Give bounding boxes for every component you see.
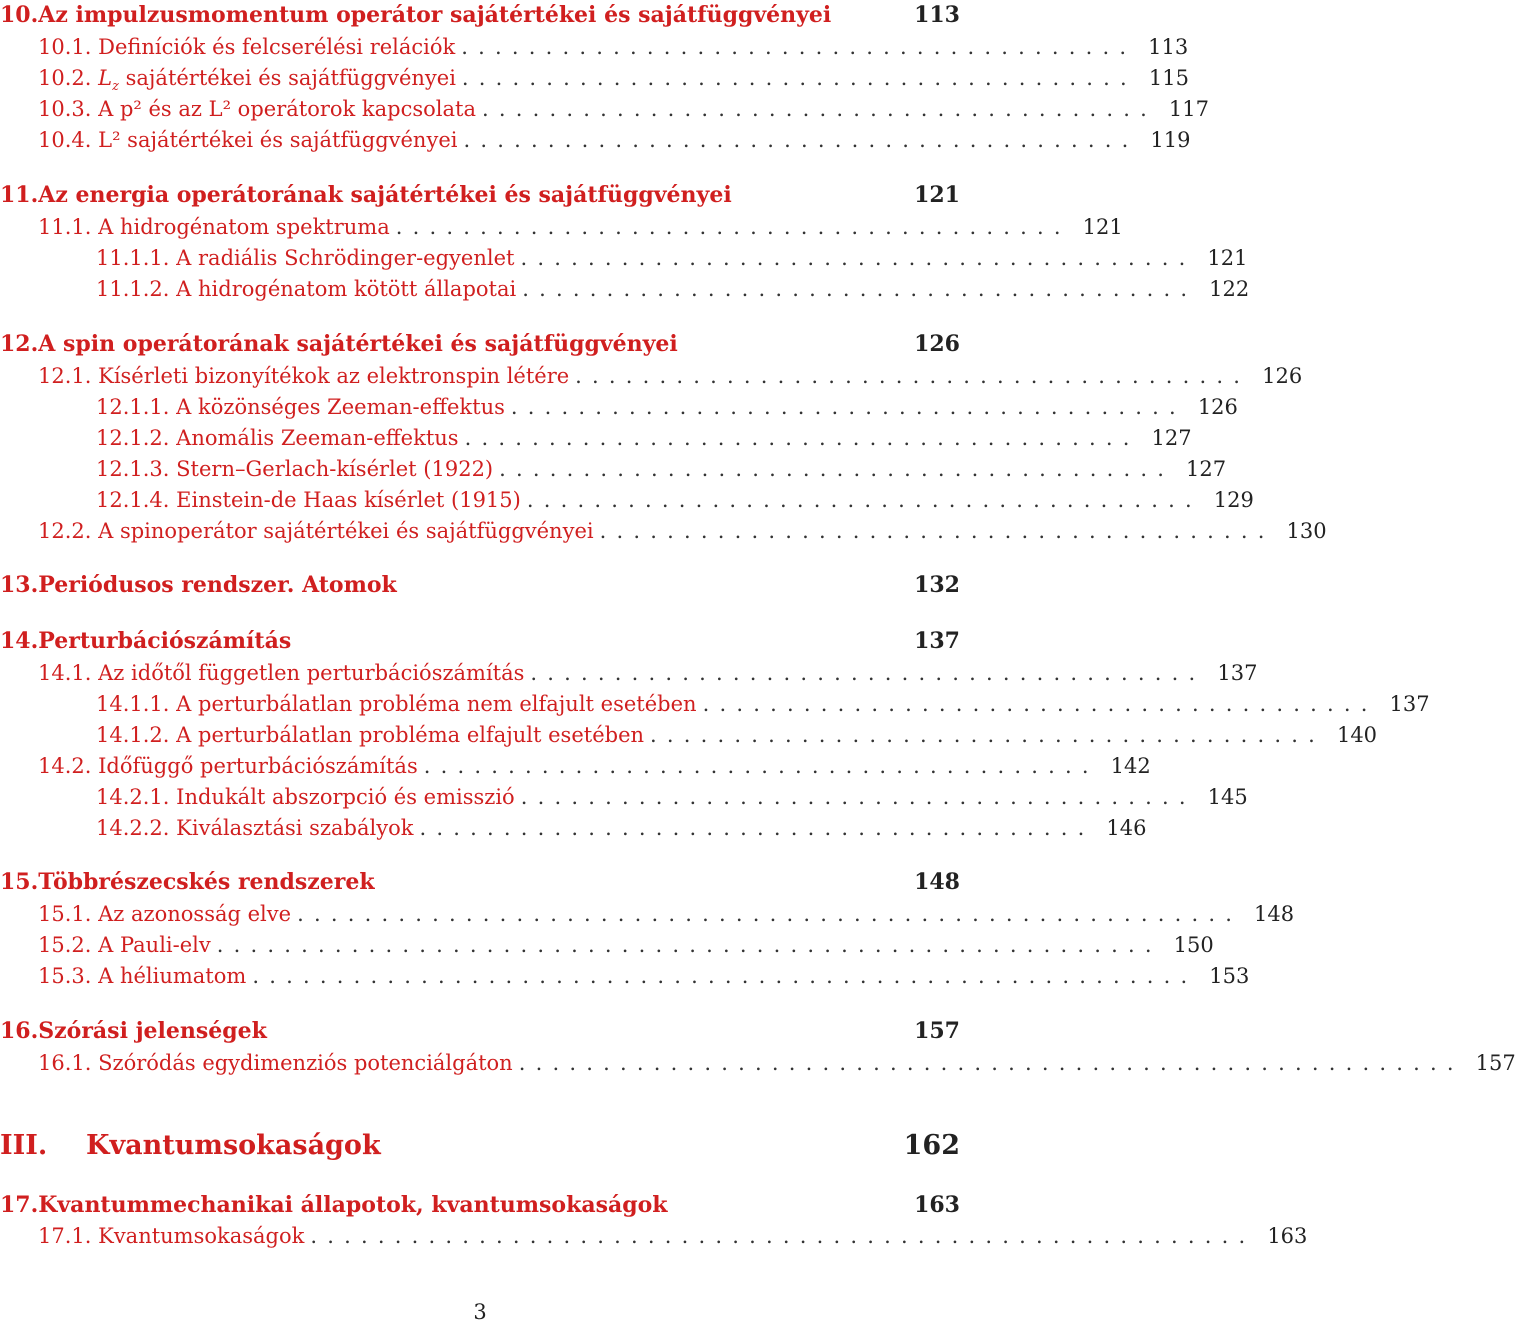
subsection-title: A hidrogénatom kötött állapotai (176, 277, 517, 301)
leader-dots: ........................................ (499, 457, 1175, 481)
toc-section-10-4[interactable] (38, 128, 1191, 152)
toc-section-15-1[interactable] (38, 902, 1295, 926)
toc-subsection-12-1-2[interactable] (96, 426, 1192, 450)
section-number: 17.1. (38, 1224, 92, 1248)
leader-dots: ........................................ (530, 661, 1206, 685)
toc-section-15-2[interactable] (38, 933, 1214, 957)
toc-chapter-11[interactable] (0, 182, 960, 208)
page-number: 163 (914, 1192, 960, 1218)
page-number: 150 (1173, 933, 1214, 957)
page-number: 121 (1207, 246, 1248, 270)
section-number: 15.1. (38, 902, 92, 926)
leader-dots: ........................................................ (252, 964, 1198, 988)
part-number: III. (0, 1130, 48, 1161)
section-number: 12.2. (38, 519, 92, 543)
page-number: 132 (914, 572, 960, 598)
chapter-number: 13. (0, 572, 39, 598)
page-number: 162 (903, 1130, 960, 1161)
toc-subsection-11-1-2[interactable] (96, 277, 1250, 301)
toc-subsection-14-2-1[interactable] (96, 785, 1248, 809)
section-number: 12.1. (38, 364, 92, 388)
section-title: Az azonosság elve (98, 902, 292, 926)
section-number: 14.1. (38, 661, 92, 685)
section-number: 15.2. (38, 933, 92, 957)
leader-dots: ........................................ (526, 488, 1202, 512)
page-number: 129 (1213, 488, 1254, 512)
page-number: 157 (914, 1018, 960, 1044)
leader-dots: ........................................ (481, 97, 1157, 121)
toc-chapter-10[interactable] (0, 2, 960, 28)
subsection-title: A perturbálatlan probléma elfajult esetében (176, 723, 645, 747)
section-number: 14.2. (38, 754, 92, 778)
chapter-number: 11. (0, 182, 39, 208)
chapter-title: Perturbációszámítás (38, 628, 292, 654)
leader-dots: ........................................ (463, 128, 1139, 152)
toc-subsection-14-1-1[interactable] (96, 692, 1430, 716)
chapter-title: Szórási jelenségek (38, 1018, 267, 1044)
subsection-title: Anomális Zeeman-effektus (176, 426, 459, 450)
section-title: Az időtől független perturbációszámítás (98, 661, 525, 685)
leader-dots: ........................................................ (216, 933, 1162, 957)
page-number: 119 (1150, 128, 1191, 152)
part-title: Kvantumsokaságok (86, 1130, 381, 1161)
leader-dots: ........................................ (510, 395, 1186, 419)
section-title: $L_z$ sajátértékei és sajátfüggvényei (98, 66, 456, 95)
page-number: 113 (914, 2, 960, 28)
toc-section-12-1[interactable] (38, 364, 1303, 388)
page-number: 126 (1197, 395, 1238, 419)
leader-dots: ........................................ (461, 35, 1137, 59)
subsection-title: Kiválasztási szabályok (176, 816, 414, 840)
toc-section-14-1[interactable] (38, 661, 1258, 685)
section-title: A p² és az L² operátorok kapcsolata (98, 97, 476, 121)
toc-section-16-1[interactable] (38, 1051, 1516, 1075)
page-number: 113 (1148, 35, 1189, 59)
page-footer-number: 3 (473, 1300, 487, 1324)
leader-dots: ........................................ (702, 692, 1378, 716)
section-number: 10.2. (38, 66, 92, 90)
page-number: 157 (1475, 1051, 1516, 1075)
subsection-title: Einstein-de Haas kísérlet (1915) (176, 488, 521, 512)
leader-dots: ........................................................ (518, 1051, 1464, 1075)
section-number: 15.3. (38, 964, 92, 988)
leader-dots: ........................................ (419, 816, 1095, 840)
toc-chapter-12[interactable] (0, 331, 960, 357)
section-title: Szóródás egydimenziós potenciálgáton (98, 1051, 513, 1075)
page-number: 127 (1151, 426, 1192, 450)
subsection-number: 11.1.1. (96, 246, 170, 270)
leader-dots: ........................................ (599, 519, 1275, 543)
page-number: 115 (1148, 66, 1189, 90)
leader-dots: ........................................ (650, 723, 1326, 747)
page-number: 122 (1209, 277, 1250, 301)
chapter-title: Az energia operátorának sajátértékei és sajátfüggvényei (38, 182, 732, 208)
page-number: 130 (1286, 519, 1327, 543)
page-number: 148 (1254, 902, 1295, 926)
page-number: 126 (914, 331, 960, 357)
toc-section-10-1[interactable] (38, 35, 1189, 59)
section-number: 10.1. (38, 35, 92, 59)
leader-dots: ........................................ (423, 754, 1099, 778)
section-number: 10.4. (38, 128, 92, 152)
leader-dots: ........................................ (575, 364, 1251, 388)
toc-section-12-2[interactable] (38, 519, 1327, 543)
page-number: 142 (1110, 754, 1151, 778)
page-number: 126 (1262, 364, 1303, 388)
page-number: 121 (914, 182, 960, 208)
chapter-title: Az impulzusmomentum operátor sajátértékei és sajátfüggvényei (38, 2, 832, 28)
subsection-title: Stern–Gerlach-kísérlet (1922) (176, 457, 494, 481)
toc-chapter-13[interactable] (0, 572, 960, 598)
leader-dots: ........................................ (464, 426, 1140, 450)
subsection-title: Indukált abszorpció és emisszió (176, 785, 515, 809)
toc-subsection-12-1-1[interactable] (96, 395, 1238, 419)
chapter-number: 10. (0, 2, 39, 28)
chapter-title: Kvantummechanikai állapotok, kvantumsokaságok (38, 1192, 668, 1218)
page-number: 137 (1217, 661, 1258, 685)
subsection-title: A perturbálatlan probléma nem elfajult esetében (176, 692, 697, 716)
page-number: 148 (914, 869, 960, 895)
page-number: 121 (1082, 215, 1123, 239)
leader-dots: ........................................ (461, 66, 1137, 90)
subsection-number: 12.1.2. (96, 426, 170, 450)
section-title: A Pauli-elv (98, 933, 211, 957)
section-number: 10.3. (38, 97, 92, 121)
page-number: 145 (1207, 785, 1248, 809)
toc-chapter-17[interactable] (0, 1192, 960, 1218)
chapter-number: 14. (0, 628, 39, 654)
page-number: 137 (914, 628, 960, 654)
toc-subsection-14-2-2[interactable] (96, 816, 1147, 840)
leader-dots: ........................................................ (297, 902, 1243, 926)
toc-subsection-14-1-2[interactable] (96, 723, 1378, 747)
subsection-number: 12.1.3. (96, 457, 170, 481)
chapter-title: Periódusos rendszer. Atomok (38, 572, 397, 598)
subsection-title: A radiális Schrödinger-egyenlet (176, 246, 515, 270)
toc-section-10-2[interactable] (38, 66, 1189, 95)
toc-section-10-3[interactable] (38, 97, 1209, 121)
leader-dots: ........................................ (520, 785, 1196, 809)
toc-section-17-1[interactable] (38, 1224, 1308, 1248)
section-title: A héliumatom (98, 964, 247, 988)
toc-subsection-12-1-4[interactable] (96, 488, 1254, 512)
subsection-number: 12.1.1. (96, 395, 170, 419)
leader-dots: ........................................ (520, 246, 1196, 270)
toc-chapter-14[interactable] (0, 628, 960, 654)
section-title: A hidrogénatom spektruma (98, 215, 390, 239)
section-title: Definíciók és felcserélési relációk (98, 35, 456, 59)
section-number: 11.1. (38, 215, 92, 239)
subsection-number: 12.1.4. (96, 488, 170, 512)
page-number: 127 (1186, 457, 1227, 481)
page-number: 163 (1267, 1224, 1308, 1248)
subsection-number: 14.1.1. (96, 692, 170, 716)
section-number: 16.1. (38, 1051, 92, 1075)
page-number: 137 (1389, 692, 1430, 716)
subsection-number: 14.1.2. (96, 723, 170, 747)
chapter-title: A spin operátorának sajátértékei és sajátfüggvényei (38, 331, 678, 357)
page-number: 140 (1336, 723, 1378, 747)
chapter-number: 17. (0, 1192, 39, 1218)
toc-chapter-15[interactable] (0, 869, 960, 895)
leader-dots: ........................................ (522, 277, 1198, 301)
leader-dots: ........................................ (395, 215, 1071, 239)
section-title: Kvantumsokaságok (98, 1224, 305, 1248)
chapter-number: 16. (0, 1018, 39, 1044)
section-title: L² sajátértékei és sajátfüggvényei (98, 128, 458, 152)
section-title: Kísérleti bizonyítékok az elektronspin létére (98, 364, 570, 388)
chapter-title: Többrészecskés rendszerek (38, 869, 375, 895)
subsection-title: A közönséges Zeeman-effektus (176, 395, 505, 419)
page-number: 146 (1106, 816, 1147, 840)
toc-subsection-11-1-1[interactable] (96, 246, 1248, 270)
toc-section-11-1[interactable] (38, 215, 1123, 239)
page-number: 117 (1168, 97, 1209, 121)
toc-section-14-2[interactable] (38, 754, 1151, 778)
section-title: A spinoperátor sajátértékei és sajátfüggvényei (98, 519, 594, 543)
toc-chapter-16[interactable] (0, 1018, 960, 1044)
leader-dots: ........................................................ (310, 1224, 1256, 1248)
chapter-number: 15. (0, 869, 39, 895)
section-title: Időfüggő perturbációszámítás (98, 754, 418, 778)
chapter-number: 12. (0, 331, 39, 357)
subsection-number: 11.1.2. (96, 277, 170, 301)
subsection-number: 14.2.1. (96, 785, 170, 809)
page-number: 153 (1209, 964, 1250, 988)
subsection-number: 14.2.2. (96, 816, 170, 840)
toc-part-iii[interactable] (0, 1130, 960, 1161)
toc-subsection-12-1-3[interactable] (96, 457, 1227, 481)
toc-section-15-3[interactable] (38, 964, 1250, 988)
